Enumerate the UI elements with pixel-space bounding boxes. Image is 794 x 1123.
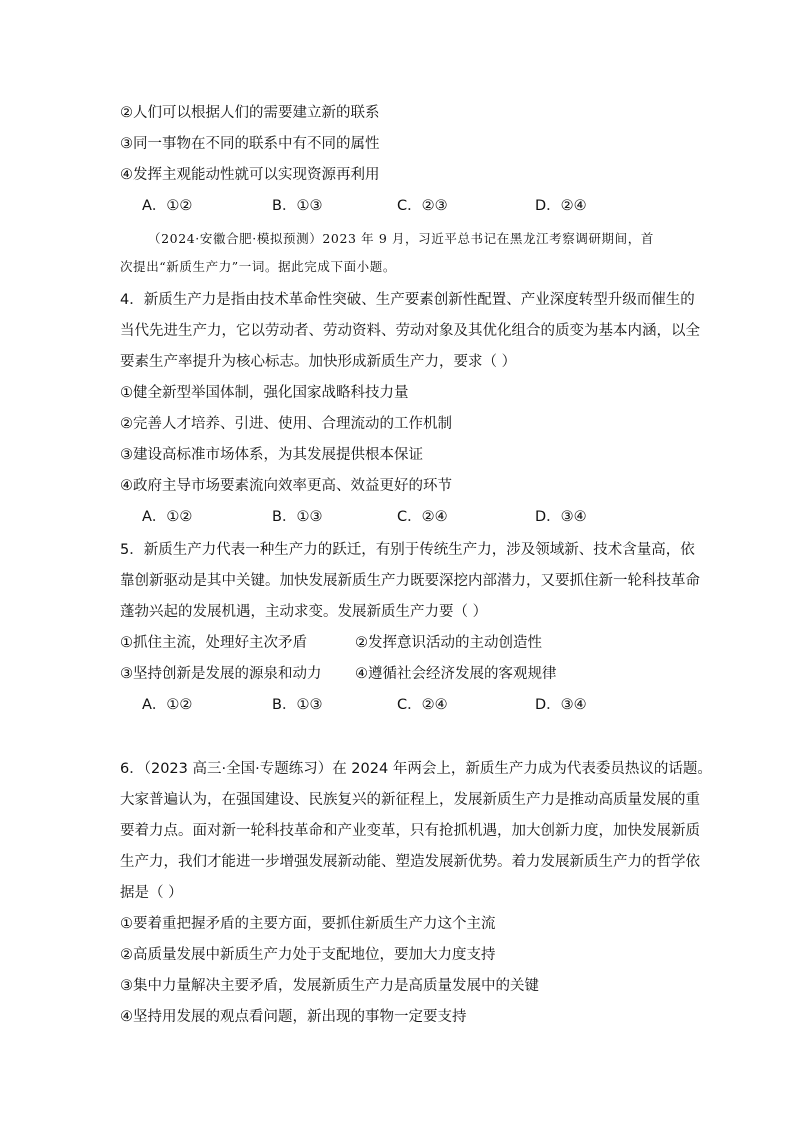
q4-stem-line2: 当代先进生产力，它以劳动者、劳动资料、劳动对象及其优化组合的质变为基本内涵，以全 (120, 323, 700, 339)
option-c[interactable]: C．②④ (397, 509, 448, 525)
option-c[interactable]: C．②③ (397, 198, 448, 214)
option-d[interactable]: D．②④ (535, 198, 587, 214)
q5-stem-line3: 蓬勃兴起的发展机遇，主动求变。发展新质生产力要（ ） (120, 604, 488, 620)
option-d[interactable]: D．③④ (535, 509, 587, 525)
q5-statement-3: ③坚持创新是发展的源泉和动力 (120, 666, 322, 682)
q5-statement-4: ④遵循社会经济发展的客观规律 (355, 666, 557, 682)
q5-stem-line2: 靠创新驱动是其中关键。加快发展新质生产力既要深挖内部潜力，又要抓住新一轮科技革命 (120, 573, 700, 589)
prev-statement-4: ④发挥主观能动性就可以实现资源再利用 (120, 167, 380, 183)
q5-statement-2: ②发挥意识活动的主动创造性 (355, 635, 542, 651)
option-a[interactable]: A．①② (142, 697, 193, 713)
q6-stem-line2: 大家普遍认为，在强国建设、民族复兴的新征程上，发展新质生产力是推动高质量发展的重 (120, 792, 700, 808)
q4-statement-3: ③建设高标准市场体系，为其发展提供根本保证 (120, 447, 423, 463)
material-intro-line1: （2024·安徽合肥·模拟预测）2023 年 9 月，习近平总书记在黑龙江考察调研期间，首 (148, 231, 654, 246)
prev-statement-3: ③同一事物在不同的联系中有不同的属性 (120, 136, 380, 152)
option-b[interactable]: B．①③ (272, 509, 323, 525)
q6-stem-line4: 生产力，我们才能进一步增强发展新动能、塑造发展新优势。着力发展新质生产力的哲学依 (120, 854, 700, 870)
q6-statement-3: ③集中力量解决主要矛盾，发展新质生产力是高质量发展中的关键 (120, 978, 539, 994)
option-a[interactable]: A．①② (142, 198, 193, 214)
option-a[interactable]: A．①② (142, 509, 193, 525)
q6-stem-line3: 要着力点。面对新一轮科技革命和产业变革，只有抢抓机遇，加大创新力度，加快发展新质 (120, 823, 700, 839)
q6-stem-line5: 据是（ ） (120, 885, 183, 901)
q4-statement-1: ①健全新型举国体制，强化国家战略科技力量 (120, 385, 409, 401)
q6-stem-line1: 6．（2023 高三·全国·专题练习）在 2024 年两会上，新质生产力成为代表委员热议的话题。 (120, 761, 712, 777)
q5-statement-1: ①抓住主流，处理好主次矛盾 (120, 635, 307, 651)
q6-statement-4: ④坚持用发展的观点看问题，新出现的事物一定要支持 (120, 1009, 467, 1025)
option-b[interactable]: B．①③ (272, 198, 323, 214)
option-b[interactable]: B．①③ (272, 697, 323, 713)
q4-statement-2: ②完善人才培养、引进、使用、合理流动的工作机制 (120, 416, 452, 432)
q6-statement-2: ②高质量发展中新质生产力处于支配地位，要加大力度支持 (120, 947, 496, 963)
material-intro-line2: 次提出“新质生产力”一词。据此完成下面小题。 (120, 259, 396, 274)
q4-stem-line1: 4．新质生产力是指由技术革命性突破、生产要素创新性配置、产业深度转型升级而催生的 (120, 292, 695, 308)
option-d[interactable]: D．③④ (535, 697, 587, 713)
q4-statement-4: ④政府主导市场要素流向效率更高、效益更好的环节 (120, 478, 452, 494)
q4-stem-line3: 要素生产率提升为核心标志。加快形成新质生产力，要求（ ） (120, 354, 517, 370)
q5-stem-line1: 5．新质生产力代表一种生产力的跃迁，有别于传统生产力，涉及领域新、技术含量高，依 (120, 542, 695, 558)
q6-statement-1: ①要着重把握矛盾的主要方面，要抓住新质生产力这个主流 (120, 916, 496, 932)
option-c[interactable]: C．②④ (397, 697, 448, 713)
prev-statement-2: ②人们可以根据人们的需要建立新的联系 (120, 105, 380, 121)
